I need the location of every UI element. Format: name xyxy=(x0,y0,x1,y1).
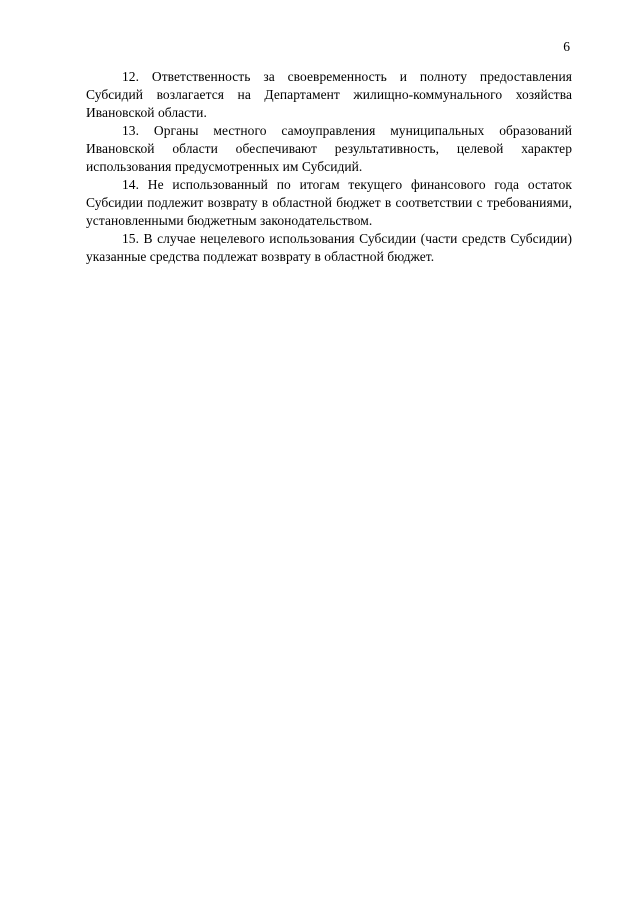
paragraph-15: 15. В случае нецелевого использования Субсидии (части средств Субсидии) указанные средства подлежат возврату в областной бюджет. xyxy=(86,231,572,264)
paragraph-13: 13. Органы местного самоуправления муниципальных образований Ивановской области обеспечивают результативность, целевой характер использования предусмотренных им Субсидий. xyxy=(86,123,572,174)
paragraph-12: 12. Ответственность за своевременность и полноту предоставления Субсидий возлагается на Департамент жилищно-коммунального хозяйства Ивановской области. xyxy=(86,69,572,120)
page-number: 6 xyxy=(563,39,570,54)
paragraph-14: 14. Не использованный по итогам текущего финансового года остаток Субсидии подлежит возврату в областной бюджет в соответствии с требованиями, установленными бюджетным законодательством. xyxy=(86,177,572,228)
document-body xyxy=(86,68,572,266)
